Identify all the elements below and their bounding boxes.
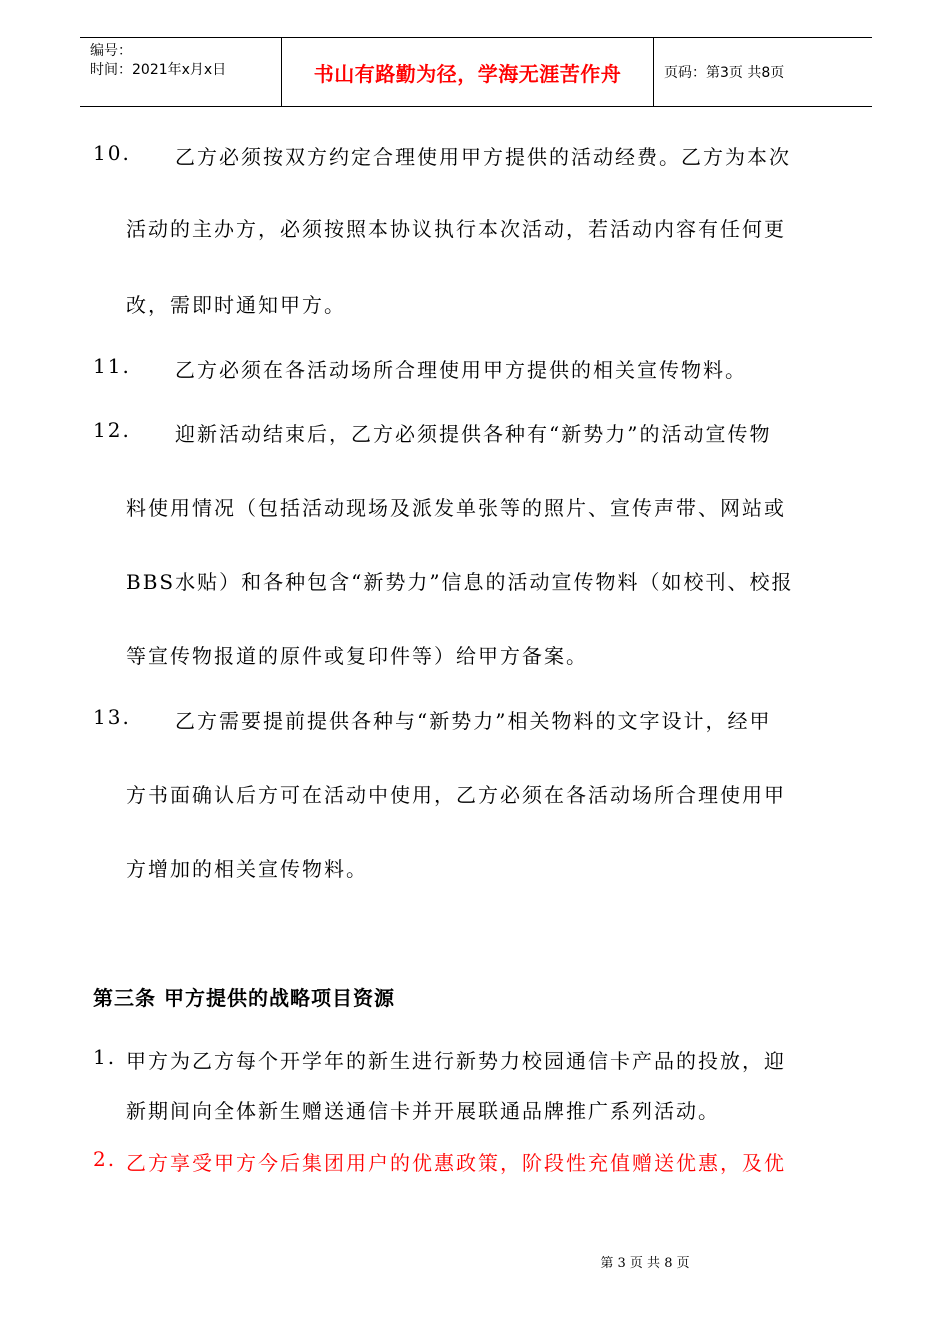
resource-number: 1. <box>93 1045 117 1069</box>
clause-line: 等宣传物报道的原件或复印件等）给甲方备案。 <box>126 644 588 668</box>
header-motto: 书山有路勤为径，学海无涯苦作舟 <box>282 38 654 106</box>
clause-line: 乙方必须按双方约定合理使用甲方提供的活动经费。乙方为本次 <box>175 145 791 169</box>
clause-number: 12. <box>93 418 131 442</box>
clause-line: 改，需即时通知甲方。 <box>126 293 346 317</box>
clause-line: 乙方需要提前提供各种与“新势力”相关物料的文字设计，经甲 <box>175 709 772 733</box>
resource-line: 甲方为乙方每个开学年的新生进行新势力校园通信卡产品的投放，迎 <box>126 1049 786 1073</box>
header-number: 编号： <box>90 43 132 59</box>
resource-line: 新期间向全体新生赠送通信卡并开展联通品牌推广系列活动。 <box>126 1099 720 1123</box>
page-header <box>80 37 872 107</box>
clause-number: 11. <box>93 354 131 378</box>
clause-line: 方书面确认后方可在活动中使用，乙方必须在各活动场所合理使用甲 <box>126 783 786 807</box>
clause-line: BBS水贴）和各种包含“新势力”信息的活动宣传物料（如校刊、校报 <box>126 570 794 594</box>
clause-line: 乙方必须在各活动场所合理使用甲方提供的相关宣传物料。 <box>175 358 747 382</box>
clause-line: 方增加的相关宣传物料。 <box>126 857 368 881</box>
header-meta <box>80 38 282 106</box>
section-heading: 第三条 甲方提供的战略项目资源 <box>93 986 395 1010</box>
clause-line: 活动的主办方，必须按照本协议执行本次活动，若活动内容有任何更 <box>126 217 786 241</box>
clause-line: 迎新活动结束后，乙方必须提供各种有“新势力”的活动宣传物 <box>175 422 772 446</box>
resource-line: 乙方享受甲方今后集团用户的优惠政策，阶段性充值赠送优惠，及优 <box>126 1151 786 1175</box>
header-date: 时间：2021年x月x日 <box>90 62 227 78</box>
clause-line: 料使用情况（包括活动现场及派发单张等的照片、宣传声带、网站或 <box>126 496 786 520</box>
page-footer: 第 3 页 共 8 页 <box>600 1256 690 1271</box>
clause-number: 13. <box>93 705 131 729</box>
resource-number: 2. <box>93 1147 117 1171</box>
clause-number: 10. <box>93 141 131 165</box>
header-page-number: 页码：第3页 共8页 <box>664 65 785 81</box>
